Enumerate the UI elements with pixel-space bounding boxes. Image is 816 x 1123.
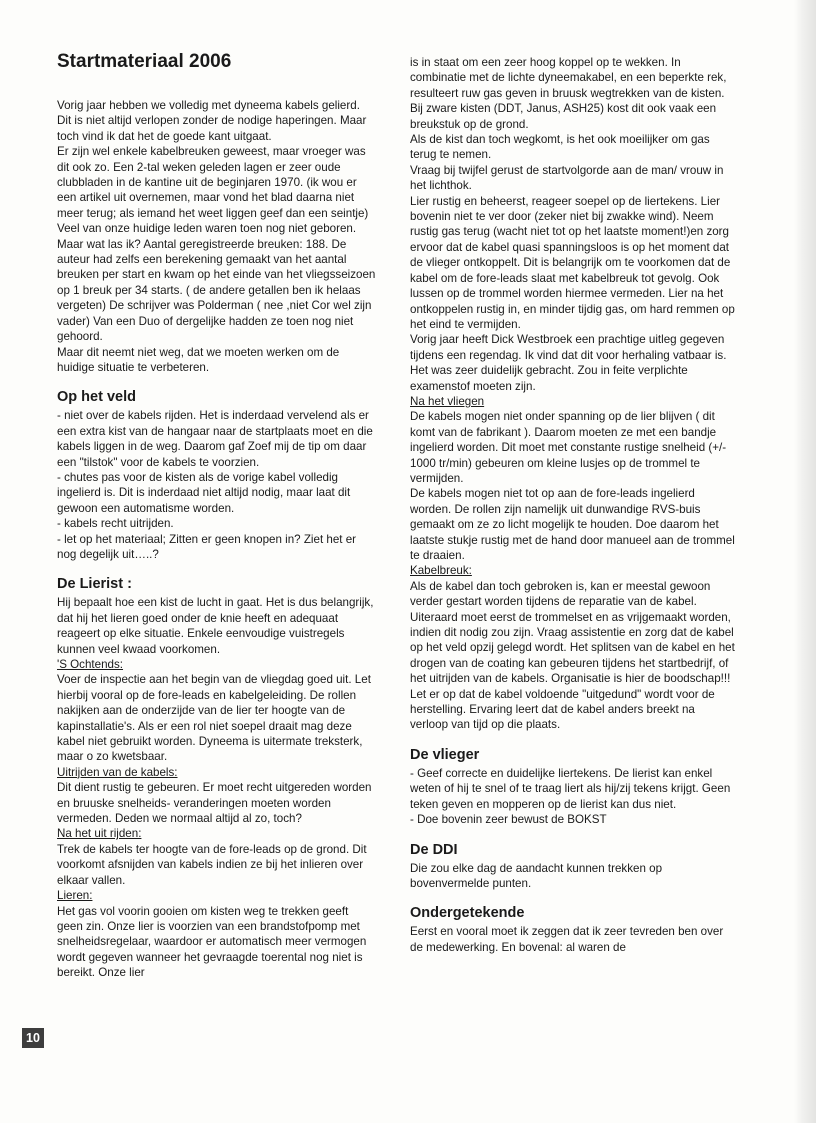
ondergetekende-paragraph: Eerst en vooral moet ik zeggen dat ik zeer tevreden ben over de medewerking. En bovenal: al waren de — [410, 925, 724, 954]
subheading-uitrijden: Uitrijden van de kabels: — [57, 765, 178, 779]
subheading-s-ochtends: 'S Ochtends: — [57, 658, 124, 671]
vliegen-paragraph-2: De kabels mogen niet tot op aan de fore-leads ingelierd worden. De rollen zijn namelijk uit dunwandige RVS-buis gemaakt om ze zo licht mogelijk te houden. Doe daarom het laatste stukje rustig met de hand door manueel aan de trommel te draaien. — [410, 487, 735, 562]
veld-item-3: - kabels recht uitrijden. — [57, 517, 174, 531]
vliegen-paragraph-1: De kabels mogen niet onder spanning op de lier blijven ( dit komt van de fabrikant ). Daarom moeten ze met een bandje ingelierd worden. Dit moet met constante rustige snelheid (+/- 1000 tr/min) gebeuren om kleine lusjes op de trommel te vermijden. — [410, 410, 727, 485]
lieren-paragraph: Het gas vol voorin gooien om kisten weg te trekken geeft geen zin. Onze lier is voorzien van een brandstofpomp met snelheidsregelaar, waardoor er automatisch meer vermogen wordt gegeven wanneer het gevraagde toerental nog niet is bereikt. Onze lier — [57, 904, 367, 980]
section-heading-op-het-veld: Op het veld — [57, 389, 136, 406]
subheading-lieren: Lieren: — [57, 889, 93, 903]
continued-paragraph-4: Lier rustig en beheerst, reageer soepel op de liertekens. Lier bovenin niet te ver door (zeker niet bij zwakke wind). Neem rustig gas terug (wacht niet tot op het laatste moment!)en zorg ervoor dat de kabel quasi spanningsloos is op het moment dat de vlieger ontkoppelt. Dit is belangrijk om te voorkomen dat de kabel om de fore-leads slaat met kabelbreuk tot gevolg. Ook lussen op de trommel worden hiermee vermeden. Lier na het ontkoppelen rustig in, en minder tijdig gas, om hard remmen op het eind te vermijden. — [410, 194, 735, 331]
continued-paragraph-3: Vraag bij twijfel gerust de startvolgorde aan de man/ vrouw in het lichthok. — [410, 163, 724, 193]
continued-paragraph-5: Vorig jaar heeft Dick Westbroek een prachtige uitleg gegeven tijdens een regendag. Ik vind dat dit voor herhaling vatbaar is. Het was zeer duidelijk gebracht. Zou in feite verplichte examenstof moeten zijn. — [410, 333, 727, 393]
subheading-na-het-uitrijden: Na het uit rijden: — [57, 827, 142, 841]
veld-item-4: - let op het materiaal; Zitten er geen knopen in? Ziet het er nog degelijk uit…..? — [57, 532, 357, 561]
intro-paragraph-2: Er zijn wel enkele kabelbreuken geweest, maar vroeger was dit ook zo. Een 2-tal weken geleden lagen er zeer oude clubbladen in de kantine uit de beginjaren 1970. (ik wou er een artikel uit overnemen, maar vond het blad daarna niet meer terug; als iemand het weet liggen geef dan een seintje) Veel van onze huidige leden waren toen nog niet geboren. Maar wat las ik? Aantal geregistreerde breuken: 188. De auteur had zelfs een berekening gemaakt van het aantal breuken per start en kwam op het einde van het vliegsseizoen op 1 breuk per 34 starts. ( de andere getallen ben ik helaas vergeten) De schrijver was Polderman ( nee ,niet Cor wel zijn vader) Van een Duo of dergelijke hadden ze toen nog niet gehoord. — [57, 145, 376, 344]
vlieger-item-1: - Geef correcte en duidelijke liertekens. De lierist kan enkel weten of hij te snel of te traag liert als hij/zij tekens krijgt. Geen teken geven en mopperen op de lierist kan dus niet. — [410, 766, 731, 811]
veld-item-1: - niet over de kabels rijden. Het is inderdaad vervelend als er een extra kist van de hangaar naar de startplaats moet en die kabels liggen in de weg. Daarom gaf Zoef mij de tip om daar een "tilstok" voor de kabels te voorzien. — [57, 409, 373, 469]
veld-item-2: - chutes pas voor de kisten als de vorige kabel volledig ingelierd is. Dit is inderdaad niet altijd nodig, maar laat dit gewoon een automatisme worden. — [57, 470, 351, 515]
section-heading-lierist: De Lierist : — [57, 576, 132, 593]
ddi-paragraph: Die zou elke dag de aandacht kunnen trekken op bovenvermelde punten. — [410, 861, 663, 890]
subheading-na-het-vliegen: Na het vliegen — [410, 394, 485, 408]
article-title: Startmateriaal 2006 — [57, 51, 232, 72]
vlieger-item-2: - Doe bovenin zeer bewust de BOKST — [410, 813, 607, 827]
kabelbreuk-paragraph-1: Als de kabel dan toch gebroken is, kan er meestal gewoon verder gestart worden tijdens de reparatie van de kabel. Uiteraard moet eerst de trommelset en as vrijgemaakt worden, indien dit nodig zou zijn. Vraag assistentie en zorg dat de kabel op het veld opzij gelegd wordt. Het splitsen van de kabel en het drogen van de coating kan gebeuren tijdens het startbedrijf, of het uitrijden van de kabels. Organisatie is hier de boodschap!!! — [410, 579, 735, 686]
intro-paragraph-1: Vorig jaar hebben we volledig met dyneema kabels gelierd. Dit is niet altijd verlopen zonder de nodige haperingen. Maar toch vind ik dat het de goede kant uitgaat. — [57, 99, 367, 143]
intro-paragraph-3: Maar dit neemt niet weg, dat we moeten werken om de huidige situatie te verbeteren. — [57, 345, 340, 374]
uitrijden-paragraph: Dit dient rustig te gebeuren. Er moet recht uitgereden worden en bruuske snelheids- veranderingen moeten worden vermeden. Deden we normaal altijd al zo, toch? — [57, 781, 372, 826]
subheading-kabelbreuk: Kabelbreuk: — [410, 564, 472, 578]
page-edge-shadow — [794, 0, 816, 1123]
kabelbreuk-paragraph-2: Let er op dat de kabel voldoende "uitgedund" wordt voor de herstelling. Ervaring leert dat de kabel anders breekt na verloop van tijd op die plaats. — [410, 687, 715, 732]
section-heading-de-ddi: De DDI — [410, 841, 458, 858]
left-column — [57, 50, 377, 981]
lierist-intro: Hij bepaalt hoe een kist de lucht in gaat. Het is dus belangrijk, dat hij het lieren goed onder de knie heeft en adequaat reageert op elke situatie. Enkele eenvoudige vuistregels kunnen veel kwaad voorkomen. — [57, 596, 374, 656]
right-column — [410, 55, 735, 955]
ochtends-paragraph: Voer de inspectie aan het begin van de vliegdag goed uit. Let hierbij vooral op de fore-leads en kabelgeleiding. De rollen nakijken aan de onderzijde van de lier ter hoogte van de kapinstallatie's. Als er een rol niet soepel draait mag deze kabel niet gebruikt worden. Dyneema is uitermate treksterk, maar o zo kwetsbaar. — [57, 673, 371, 764]
continued-paragraph-1: is in staat om een zeer hoog koppel op te wekken. In combinatie met de lichte dyneemakabel, en een beperkte rek, resulteert ruw gas geven in bruusk wegtrekken van de kisten. Bij zware kisten (DDT, Janus, ASH25) kost dit ook vaak een breukstuk op de grond. — [410, 56, 727, 131]
continued-paragraph-2: Als de kist dan toch wegkomt, is het ook moeilijker om gas terug te nemen. — [410, 133, 710, 162]
section-heading-de-vlieger: De vlieger — [410, 746, 480, 763]
section-heading-ondergetekende: Ondergetekende — [410, 905, 525, 922]
na-het-uitrijden-paragraph: Trek de kabels ter hoogte van de fore-leads op de grond. Dit voorkomt afsnijden van kabels indien ze bij het inlieren over elkaar vallen. — [57, 842, 367, 887]
page-number-badge: 10 — [22, 1028, 44, 1048]
